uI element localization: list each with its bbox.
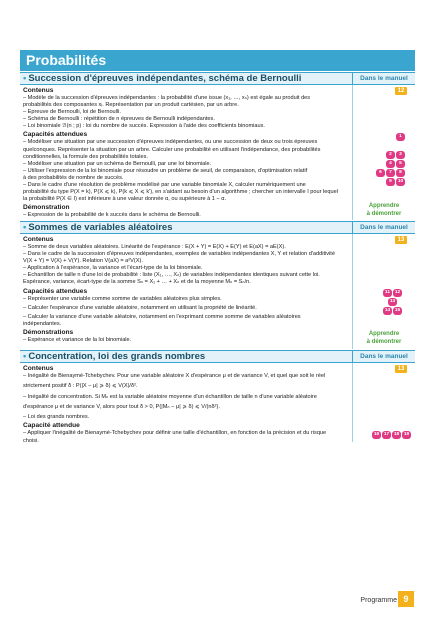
exercise-badge[interactable]: 12	[394, 290, 401, 295]
section-header	[20, 221, 415, 234]
page-number: 9	[398, 591, 414, 607]
text-line: indépendantes.	[23, 320, 62, 327]
text-line: – Épreuve de Bernoulli, loi de Bernoulli.	[23, 109, 121, 116]
text-line: conditionnelles, la formule des probabilités totales.	[23, 153, 148, 160]
demo-heading: Démonstrations	[23, 328, 74, 336]
capacites-heading: Capacité attendue	[23, 422, 80, 430]
exercise-badge[interactable]: 14	[384, 308, 391, 313]
text-line: V(X + Y) = V(X) + V(Y). Relation V(aX) = a²V(X).	[23, 258, 143, 265]
text-line: choisi.	[23, 437, 39, 444]
exercise-group	[386, 178, 405, 186]
exercise-group	[383, 289, 402, 297]
contenus-heading: Contenus	[23, 236, 54, 243]
demo-heading: Démonstration	[23, 204, 70, 212]
exercise-badge[interactable]: 18	[393, 432, 400, 437]
demo-link-line1[interactable]: Apprendre	[368, 331, 400, 337]
text-line: – Expression de la probabilité de k succès dans le schéma de Bernoulli.	[23, 212, 201, 219]
exercise-group	[386, 160, 405, 168]
exercise-badge[interactable]: 17	[383, 432, 390, 437]
contenus-heading: Contenus	[23, 87, 54, 94]
demo-link-line2[interactable]: à démontrer	[366, 339, 402, 345]
exercise-group	[376, 169, 405, 177]
contenus-list	[23, 95, 349, 130]
text-line: – Appliquer l'inégalité de Bienaymé-Tchebychev pour définir une taille d'échantillon, en fonction de la précision et du risque	[23, 430, 327, 437]
section-content	[20, 363, 353, 442]
text-line: – Schéma de Bernoulli : répétition de n épreuves de Bernoulli indépendantes.	[23, 116, 215, 123]
exercise-badge[interactable]: 7	[386, 169, 395, 177]
exercise-badge[interactable]: 3	[396, 151, 405, 159]
page-reference[interactable]: 13	[395, 365, 407, 373]
page-reference[interactable]: 12	[395, 87, 407, 95]
capacites-list	[23, 296, 349, 328]
text-line: – Somme de deux variables aléatoires. Linéarité de l'espérance : E(X + Y) = E(X) + E(Y) et E(aX) = aE(X).	[23, 244, 286, 250]
exercise-group	[383, 307, 402, 315]
section-concentration	[20, 350, 415, 442]
page-reference[interactable]: 13	[395, 236, 407, 244]
exercise-badge[interactable]: 5	[396, 160, 405, 168]
demo-link-line1[interactable]: Apprendre	[368, 203, 400, 209]
section-header	[20, 350, 415, 363]
text-line: la probabilité P(X ∈ I) est inférieure à une valeur donnée α, ou supérieure à 1 − α.	[23, 196, 227, 203]
contenus-list	[23, 373, 349, 421]
exercise-group	[388, 298, 397, 306]
section-title: • Succession d'épreuves indépendantes, schéma de Bernoulli	[20, 73, 353, 84]
section-header	[20, 72, 415, 85]
manual-column	[353, 363, 415, 442]
text-line: – Loi binomiale ℬ(n ; p) : loi du nombre de succès. Expression à l'aide des coefficients binomiaux.	[23, 123, 265, 130]
text-line: – Dans le cadre d'une résolution de problème modélisé par une variable binomiale X, calculer numériquement une	[23, 182, 306, 189]
text-line: d'espérance μ et de variance V, alors pour tout δ > 0, P(|Mₙ − μ| ⩾ δ) ⩽ V/(nδ²).	[23, 404, 220, 411]
text-line: – Échantillon de taille n d'une loi de probabilité : liste (X₁, …, Xₙ) de variables indépendantes identiques suivant cette loi.	[23, 272, 320, 279]
section-body	[20, 85, 415, 220]
section-title: • Sommes de variables aléatoires	[20, 222, 353, 233]
manual-column	[353, 85, 415, 220]
section-body	[20, 234, 415, 349]
section-bernoulli	[20, 72, 415, 220]
exercise-badge[interactable]: 19	[403, 432, 410, 437]
section-content	[20, 234, 353, 349]
manual-header: Dans le manuel	[360, 224, 408, 231]
exercise-badge[interactable]: 2	[386, 151, 395, 159]
page-title: Probabilités	[20, 50, 415, 71]
text-line: – Calculer l'espérance d'une variable aléatoire, notamment en utilisant la propriété de linéarité.	[23, 304, 257, 311]
exercise-badge[interactable]: 8	[396, 169, 405, 177]
text-line: – Modéliser une situation par un schéma de Bernoulli, par une loi binomiale.	[23, 160, 212, 167]
text-line: probabilités des composantes xᵢ. Représentation par un produit cartésien, par un arbre.	[23, 102, 239, 109]
text-line: – Loi des grands nombres.	[23, 414, 90, 421]
contenus-heading: Contenus	[23, 365, 54, 372]
text-line: à des probabilités de nombre de succès.	[23, 174, 124, 181]
section-title: • Concentration, loi des grands nombres	[20, 351, 353, 362]
exercise-badge[interactable]: 11	[384, 290, 391, 295]
exercise-group	[396, 133, 405, 141]
text-line: – Dans le cadre de la succession d'épreuves indépendantes, exemples de variables indépendantes X, Y et relation d'additivité	[23, 251, 335, 258]
manual-header: Dans le manuel	[360, 75, 408, 82]
demo-link-line2[interactable]: à démontrer	[366, 211, 402, 217]
text-line: strictement positif δ : P(|X − μ| ⩾ δ) ⩽ V(X)/δ².	[23, 383, 138, 390]
text-line: – Inégalité de Bienaymé-Tchebychev. Pour une variable aléatoire X d'espérance μ et de variance V, et quel que soit le réel	[23, 373, 326, 379]
text-line: Espérance, variance, écart-type de la somme Sₙ = X₁ + … + Xₙ et de la moyenne Mₙ = Sₙ/n.	[23, 279, 251, 286]
text-line: probabilité du type P(X = k), P(X ⩽ k), P(k ⩽ X ⩽ k'), en s'aidant au besoin d'un algorithme ; chercher un intervalle I pour lequel	[23, 189, 338, 196]
text-line: – Modéliser une situation par une succession d'épreuves indépendantes, ou une succession de deux ou trois épreuves	[23, 139, 318, 146]
text-line: – Utiliser l'expression de la loi binomiale pour résoudre un problème de seuil, de comparaison, d'optimisation relatif	[23, 167, 308, 174]
text-line: – Application à l'espérance, la variance et l'écart-type de la loi binomiale.	[23, 265, 203, 272]
capacites-list	[23, 139, 349, 203]
exercise-badge[interactable]: 6	[376, 169, 385, 177]
text-line: – Représenter une variable comme somme de variables aléatoires plus simples.	[23, 295, 222, 302]
exercise-badge[interactable]: 16	[373, 432, 380, 437]
exercise-badge[interactable]: 1	[396, 133, 405, 141]
section-content	[20, 85, 353, 220]
text-line: – Inégalité de concentration. Si Mₙ est la variable aléatoire moyenne d'un échantillon de taille n d'une variable aléatoire	[23, 394, 317, 401]
capacites-list	[23, 430, 349, 444]
text-line: quelconques. Représenter la situation par un arbre. Calculer une probabilité en utilisant l'indépendance, des probabilités	[23, 146, 321, 153]
capacites-heading: Capacités attendues	[23, 131, 88, 139]
section-sommes	[20, 221, 415, 349]
footer-label: Programme	[360, 597, 397, 604]
exercise-badge[interactable]: 10	[397, 179, 404, 184]
contenus-list	[23, 244, 349, 287]
exercise-group	[372, 431, 411, 439]
capacites-heading: Capacités attendues	[23, 287, 88, 295]
exercise-badge[interactable]: 13	[389, 299, 396, 304]
exercise-group	[386, 151, 405, 159]
text-line: – Modèle de la succession d'épreuves indépendantes : la probabilité d'une issue (x₁, …, xₙ) est égale au produit des	[23, 95, 311, 101]
section-body	[20, 363, 415, 442]
text-line: – Calculer la variance d'une variable aléatoire, notamment en l'exprimant comme somme de variables aléatoires	[23, 313, 301, 320]
exercise-badge[interactable]: 15	[394, 308, 401, 313]
exercise-badge[interactable]: 9	[386, 178, 395, 186]
manual-column	[353, 234, 415, 349]
exercise-badge[interactable]: 4	[386, 160, 395, 168]
text-line: – Espérance et variance de la loi binomiale.	[23, 336, 132, 343]
manual-header: Dans le manuel	[360, 353, 408, 360]
